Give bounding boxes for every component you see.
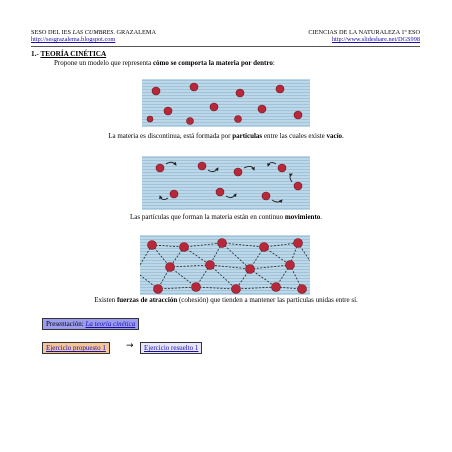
attraction-forces-illustration <box>140 235 310 295</box>
subject-name: CIENCIAS DE LA NATURALEZA 1º ESO <box>308 29 420 36</box>
blog-link[interactable]: http://sesgrazalema.blogspot.com <box>31 36 116 43</box>
section-title: 1.- TEORÍA CINÉTICA <box>31 50 107 58</box>
arrow-right-icon: → <box>126 341 134 351</box>
section-intro: Propone un modelo que representa cómo se comporta la materia por dentro: <box>54 59 275 67</box>
header-divider <box>31 46 420 47</box>
school-name: SESO DEL IES LAS CUMBRES. GRAZALEMA <box>31 29 157 36</box>
caption-discontinuous: La materia es discontinua, está formada por partículas entre las cuales existe vacío. <box>108 132 344 140</box>
presentation-link[interactable]: La teoría cinética <box>85 320 136 328</box>
exercise-proposed-link[interactable]: Ejercicio propuesto 1 <box>46 344 106 352</box>
particles-vacuum-illustration <box>142 79 310 127</box>
exercise-solved-link[interactable]: Ejercicio resuelto 1 <box>144 344 199 352</box>
header-left <box>31 29 156 43</box>
particles-motion-illustration <box>142 156 310 210</box>
caption-motion: Las partículas que forman la materia están en continuo movimiento. <box>129 213 323 221</box>
exercise-solved-button[interactable] <box>140 342 202 354</box>
caption-attraction: Existen fuerzas de atracción (cohesión) que tienden a mantener las partículas unidas entre sí. <box>94 296 358 304</box>
slideshare-link[interactable]: http://www.slideshare.net/DGS998 <box>331 36 420 43</box>
exercise-proposed-button[interactable] <box>42 342 110 354</box>
presentation-button[interactable]: Presentación: La teoría cinética <box>42 318 139 330</box>
header-right <box>308 29 420 43</box>
